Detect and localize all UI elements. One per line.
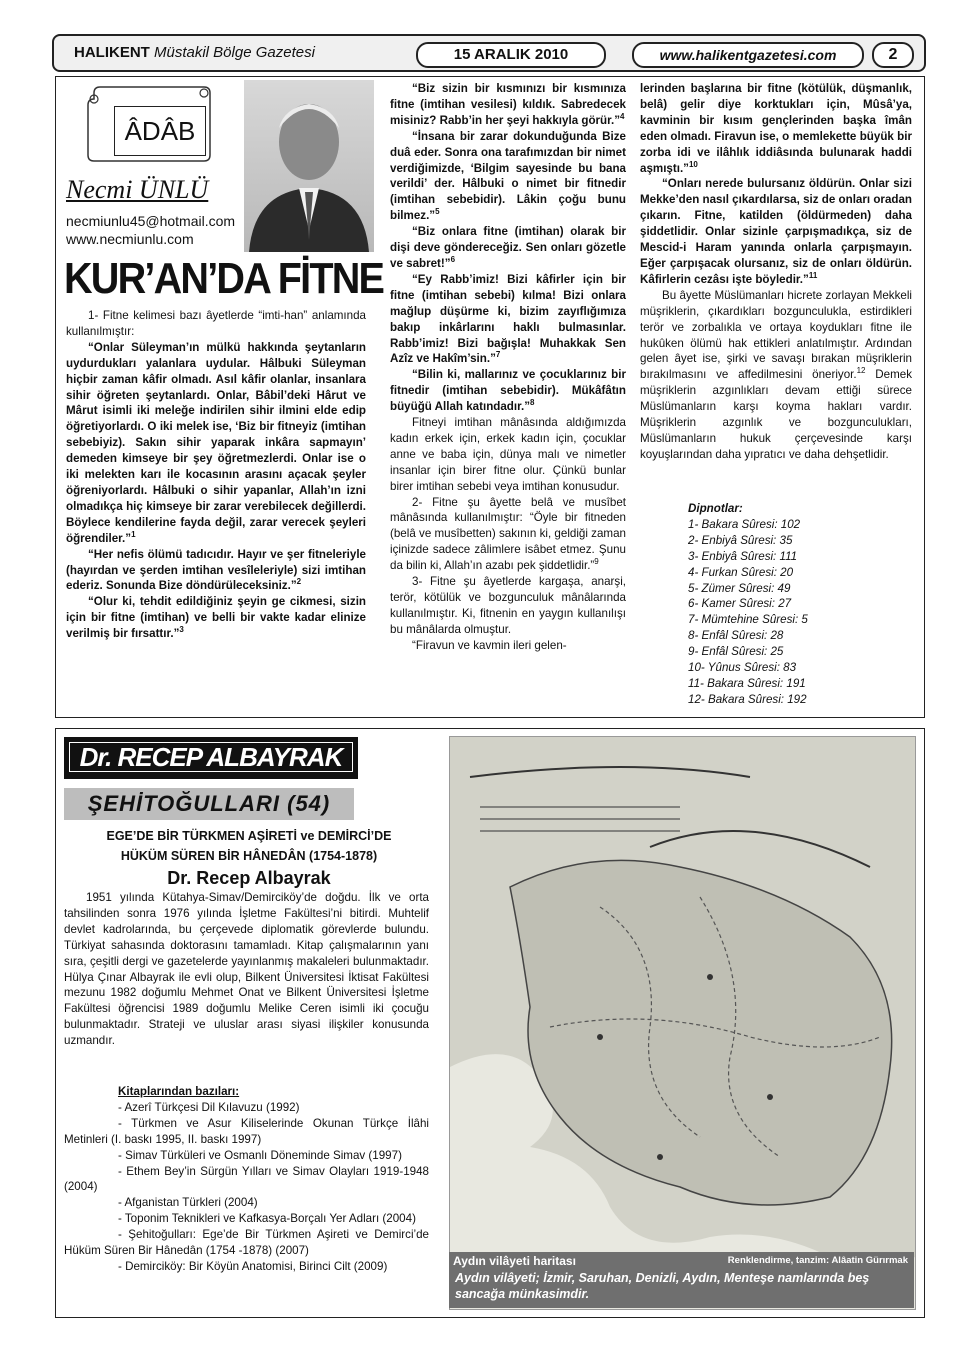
footnote-ref: 6	[450, 255, 456, 265]
paragraph	[66, 340, 366, 547]
footnote-item: 2- Enbiyâ Sûresi: 35	[688, 533, 793, 547]
headline-line1: EGE’DE BİR TÜRKMEN AŞİRETİ ve DEMİRCİ’DE	[106, 829, 392, 843]
footnote-ref: 8	[530, 398, 535, 408]
article1-col3	[640, 81, 912, 463]
paragraph	[390, 574, 626, 638]
paragraph	[390, 415, 626, 495]
paper-name: HALIKENT	[74, 44, 150, 61]
author-email[interactable]: necmiunlu45@hotmail.com	[66, 213, 236, 229]
paragraph	[390, 272, 626, 367]
footnote-item: 1- Bakara Sûresi: 102	[688, 517, 801, 531]
footnote-item: 6- Kamer Sûresi: 27	[688, 597, 792, 611]
footnote-item: 10- Yûnus Sûresi: 83	[688, 661, 797, 675]
book-item: - Simav Türküleri ve Osmanlı Döneminde Simav (1997)	[118, 1148, 402, 1162]
footnote-ref: 11	[808, 271, 818, 281]
book-item: - Demirciköy: Bir Köyün Anatomisi, Birinci Cilt (2009)	[118, 1259, 388, 1273]
paragraph	[390, 638, 626, 654]
footnote-item: 8- Enfâl Sûresi: 28	[688, 629, 784, 643]
footnotes	[688, 501, 908, 708]
footnote-item: 5- Zümer Sûresi: 49	[688, 581, 791, 595]
paragraph-text: “Firavun ve kavmin ileri gelen-	[412, 638, 567, 652]
series-title: ŞEHİTOĞULLARI (54)	[64, 788, 354, 820]
paragraph	[390, 224, 626, 272]
author-website[interactable]: www.necmiunlu.com	[66, 231, 194, 247]
footnote-ref: 3	[179, 625, 184, 635]
author-bio	[64, 890, 429, 1049]
paragraph	[66, 547, 366, 595]
footnote-item: 7- Mümtehine Sûresi: 5	[688, 613, 808, 627]
footnote-ref: 2	[296, 577, 302, 587]
footnote-ref: 10	[688, 159, 698, 169]
paragraph-text: Demek müşriklerin azgınlıkları devam ettiği sürece Müslümanların karşı koyma hakları vardır. Müşriklerin azgınlık ve bozgunculukları, Müslümanların hukuk çerçevesinde karşı koyuşlarından daha yıpratıcı ve daha dehşetlidir.	[640, 368, 913, 461]
paragraph-text: Bu âyette Müslümanları hicrete zorlayan Mekkeli müşriklerin, çıkardıkları bozgunculukla, estirdikleri terör ve zorbalıkla ve ortaya koydukları fitne ile hukûken ölümü hak ettikleri anlatılmıştır. Ardından gelen âyet ise, şirki ve savaşı bırakan müşriklerin bırakılmasını ve affedilmesini öneriyor.	[640, 288, 912, 382]
book-item: - Afganistan Türkleri (2004)	[118, 1196, 258, 1210]
paragraph-text: Fitneyi imtihan mânâsında aldığımızda kadın erkek için, erkek kadın için, çocuklar anne ve baba için, dünya malı ve nimetler insanlar için birer fitne olur. Çünkü bunlar birer imtihan sebebi veya imtihan konusudur.	[390, 416, 626, 493]
footnote-ref: 4	[620, 111, 625, 121]
footnote-item: 11- Bakara Sûresi: 191	[688, 676, 806, 690]
map-caption-title: Aydın vilâyeti haritası	[453, 1254, 576, 1268]
page-number: 2	[872, 42, 914, 68]
author-name: Necmi ÜNLÜ	[66, 175, 209, 204]
paper-subtitle: Müstakil Bölge Gazetesi	[154, 44, 315, 61]
footnote-ref: 1	[131, 529, 136, 539]
paragraph-text: “Ey Rabb’imiz! Bizi kâfirler için bir fitne (imtihan sebebi) kılma! Bizi onlara mağlup düşürme ki, bizim zayıflığımıza bakıp inkârlarını haklı bulmasınlar. Rabb’imiz! Bizi bağışla! Muhakkak Sen Azîz ve Hakîm’sin.”	[390, 272, 626, 366]
map-caption-credit: Renklendirme, tanzim: Alâatin Gürırmak	[727, 1255, 908, 1266]
author-photo	[244, 80, 374, 252]
map-caption	[449, 1252, 914, 1308]
footnote-item: 4- Furkan Sûresi: 20	[688, 565, 794, 579]
article1-col1	[66, 308, 366, 642]
book-item: - Şehitoğulları: Ege’de Bir Türkmen Aşireti ve Demirci’de Hüküm Süren Bir Hânedân (1754 -1878) (2007)	[64, 1228, 429, 1258]
paragraph-text: 3- Fitne şu âyetlerde kargaşa, anarşi, terör, kötülük ve bozgunculuk mânâlarında kullanılmıştır. Ki, fitnenin en yaygın kullanılışı bu mânâlarda olmuştur.	[390, 575, 626, 636]
book-item: - Türkmen ve Asur Kiliselerinde Okunan Türkçe İlâhi Metinleri (I. baskı 1995, II. baskı 1997)	[64, 1116, 429, 1146]
paragraph-text: “Biz onlara fitne (imtihan) olarak bir dişi deve göndereceğiz. Sen onları gözetle ve sabret!”	[390, 225, 626, 270]
website-link[interactable]: www.halikentgazetesi.com	[632, 42, 864, 68]
book-item: - Ethem Bey’in Sürgün Yılları ve Simav Olayları 1919-1948 (2004)	[64, 1164, 429, 1194]
books-list	[64, 1084, 429, 1275]
footnote-ref: 5	[435, 207, 440, 217]
headline-line2: HÜKÜM SÜREN BİR HÂNEDÂN (1754-1878)	[120, 849, 378, 863]
byline: Dr. Recep Albayrak	[167, 868, 331, 888]
paragraph	[390, 495, 626, 575]
footnote-ref: 7	[495, 350, 501, 360]
paragraph-text: “Olur ki, tehdit edildiğiniz şeyin ge cikmesi, sizin için bir fitne (imtihan) ve belli bir vakte kadar elinize verilmiş bir fırsattır.”	[66, 595, 366, 641]
footnote-item: 3- Enbiyâ Sûresi: 111	[688, 549, 798, 563]
paragraph-text: “Biz sizin bir kısmınızı bir kısmınıza fitne (imtihan vesilesi) kıldık. Sabredecek misiniz? Rabb’in her şeyi hakkıyla görür.”	[390, 82, 626, 127]
article1-col2	[390, 81, 626, 654]
masthead-bar	[52, 34, 926, 72]
footnote-item: 12- Bakara Sûresi: 192	[688, 692, 807, 706]
paragraph	[640, 81, 912, 176]
author-bio-text: 1951 yılında Kütahya-Simav/Demirciköy’de doğdu. İlk ve orta tahsilinden sonra 1976 yılında İşletme Fakültesi’ni bitirdi. Muhtelif devlet kadrolarında, bu çerçevede diplomatik görevlerde bulundu. Türkiyat sahasında doktorasını tamamladı. Kitap çalışmalarının yanı sıra, çeşitli dergi ve gazetelerde yayınlanmış makaleleri bulunmaktadır. Hülya Çınar Albayrak ile evli olup, Bilkent Üniversitesi İktisat Fakültesi mezunu 1982 doğumlu Mehmet Onat ve Bilkent Üniversitesi İşletme Fakültesi öğrencisi 1989 doğumlu Melike Ceren isimli iki çocuğu bulunmaktadır. Strateji ve uluslar arası siyasi ilişkiler konusunda uzmandır.	[64, 891, 429, 1048]
paragraph	[390, 81, 626, 129]
paragraph	[66, 308, 366, 340]
paper-title	[74, 42, 392, 64]
footnote-item: 9- Enfâl Sûresi: 25	[688, 645, 784, 659]
column-logo: ÂDÂB	[114, 106, 206, 156]
column-banner	[64, 737, 358, 779]
paragraph	[390, 367, 626, 415]
paragraph	[640, 176, 912, 287]
paragraph-text: 2- Fitne şu âyette belâ ve musîbet mânâsında kullanılmıştır: “Öyle bir fitneden (belâ ve musîbetten) sakının ki, geldiği zaman içinizde sadece zâlimlere isâbet etmez. Şunu da bilin ki, Allah’ın azabı pek şiddetlidir.”	[390, 495, 626, 573]
headline	[64, 826, 434, 866]
footnote-ref: 12	[856, 366, 866, 376]
article-title: KUR’AN’DA FİTNE	[64, 254, 384, 303]
paragraph-text: “Onlar Süleyman’ın mülkü hakkında şeytanların uydurdukları yalanlara uydular. Hâlbuki Süleyman hiçbir zaman kâfir olmadı. Asıl kâfir olanlar, insanlara sihir öğreten şeytanlardı. Onlar, Bâbil’deki Hârut ve Mârut isimli iki meleğe indirilen sihir ilmini elde edip öğretiyorlardı. O iki melek ise, ‘Biz bir fitneyiz (imtihan sebebiyiz). Sakın sihir yaparak inkâra sapmayın’ demeden kimseye bir şey öğretmezlerdi. Onlar ise o iki melekten karı ile kocasının arasını açacak şeyler öğreniyorlardı. Hâlbuki o sihir yapanlar, Allah’ın izni olmadıkça hiç kimseye bir zarar verebilecek değillerdi. Böylece kendilerine fayda değil, zarar verecek şeyleri öğrendiler.”	[66, 340, 366, 545]
paragraph-text: “İnsana bir zarar dokunduğunda Bize duâ eder. Sonra ona tarafımızdan bir nimet verdiğimizde, ‘Bilgim sayesinde bu bana verildi’ der. Hâlbuki o nimet bir fitnedir (imtihan sebebidir). Lâkin çoğu bunu bilmez.”	[390, 129, 626, 223]
paragraph	[640, 288, 912, 463]
paragraph-text: “Onları nerede bulursanız öldürün. Onlar sizi Mekke’den nasıl çıkardılarsa, siz de onları oradan çıkarın. Fitne, katilden (öldürmeden) daha şiddetlidir. Onlar sizinle çarpışmadıkça, siz de Mescid-i Haram yanında onlarla çarpışmayın. Eğer çarpışacak olursanız, siz de onları öldürün. Kâfirlerin cezâsı işte böyledir.”	[640, 177, 912, 286]
book-item: - Toponim Teknikleri ve Kafkasya-Borçalı Yer Adları (2004)	[118, 1212, 416, 1226]
column-banner-text: Dr. RECEP ALBAYRAK	[69, 742, 353, 772]
books-title: Kitaplarından bazıları:	[118, 1085, 240, 1098]
paragraph-text: 1- Fitne kelimesi bazı âyetlerde “imti-han” anlamında kullanılmıştır:	[66, 309, 366, 338]
paragraph-text: “Bilin ki, mallarınız ve çocuklarınız bir fitnedir (imtihan sebebidir). Mükâfâtın büyüğü Allah katındadır.”	[390, 368, 626, 414]
map-caption-text: Aydın vilâyeti; İzmir, Saruhan, Denizli, Aydın, Menteşe namlarında beş sancağa münkasimdir.	[455, 1271, 870, 1301]
paragraph	[66, 594, 366, 642]
aydin-map-image	[449, 736, 916, 1310]
issue-date: 15 ARALIK 2010	[416, 42, 606, 68]
book-item: - Azerî Türkçesi Dil Kılavuzu (1992)	[118, 1100, 300, 1114]
footnote-ref: 9	[594, 557, 599, 567]
paragraph-text: lerinden başlarına bir fitne (kötülük, düşmanlık, belâ) gelir diye korktukları için, Mûsâ’ya, kavminin bir kısım gençlerinden başka îmân eden olmadı. Firavun ise, o memlekette büyük bir zorba idi ve ilâhlık iddiâsında bulunarak haddi aşmıştı.”	[640, 82, 912, 175]
footnotes-title: Dipnotlar:	[688, 502, 743, 515]
paragraph	[390, 129, 626, 224]
paragraph-text: “Her nefis ölümü tadıcıdır. Hayır ve şer fitneleriyle (hayırdan ve şerden imtihan vesîleleriyle) sizi imtihan ederiz. Sonunda Bize döndürüleceksiniz.”	[66, 547, 366, 593]
